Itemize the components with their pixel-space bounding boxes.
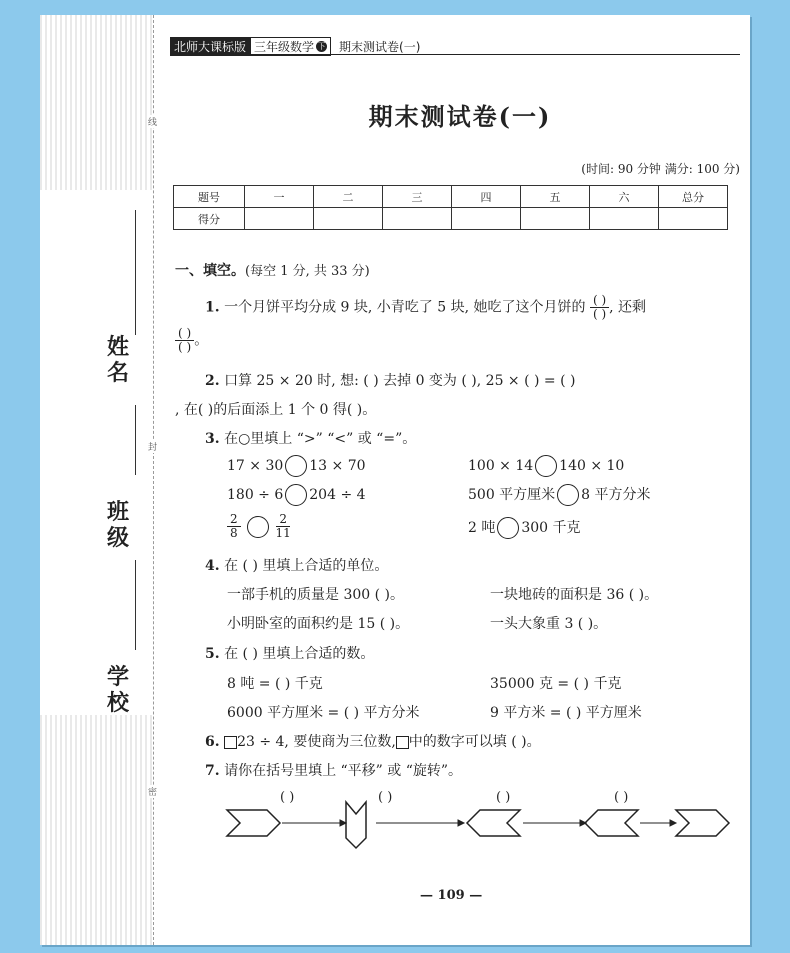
- chevron-shape-2: [346, 802, 366, 848]
- transform-blank-1[interactable]: ( ): [280, 790, 295, 805]
- name-blank-line: [135, 210, 136, 335]
- compare-e: $\frac{2}{8}$ $\frac{2}{11}$: [227, 513, 291, 540]
- transform-blank-4[interactable]: ( ): [614, 790, 629, 805]
- class-label: 班级: [106, 500, 129, 551]
- question-4b: 一块地砖的面积是 36 ( )。: [490, 587, 659, 603]
- time-info: (时间: 90 分钟 满分: 100 分): [581, 162, 740, 176]
- question-5: 5. 在 ( ) 里填上合适的数。: [205, 646, 375, 662]
- compare-circle[interactable]: [557, 484, 579, 506]
- compare-circle[interactable]: [285, 455, 307, 477]
- compare-circle[interactable]: [535, 455, 557, 477]
- binding-margin: [40, 15, 158, 945]
- question-4a: 一部手机的质量是 300 ( )。: [227, 587, 404, 603]
- question-1: 1. 一个月饼平均分成 9 块, 小青吃了 5 块, 她吃了这个月饼的 $\frac{( )}{( )}$ , 还剩: [205, 293, 647, 321]
- question-4d: 一头大象重 3 ( )。: [490, 616, 608, 632]
- compare-f: 2 吨 300 千克: [468, 517, 581, 539]
- digit-box[interactable]: [396, 736, 409, 749]
- compare-circle[interactable]: [247, 516, 269, 538]
- compare-circle[interactable]: [497, 517, 519, 539]
- question-5b: 35000 克 = ( ) 千克: [490, 676, 622, 692]
- exam-label: 期末测试卷(一): [339, 40, 421, 54]
- question-1-cont: $\frac{( )}{( )}$ 。: [175, 327, 208, 354]
- question-5d: 9 平方米 = ( ) 平方厘米: [490, 705, 642, 721]
- compare-d: 500 平方厘米 8 平方分米: [468, 484, 651, 506]
- score-table-score-row: 得分: [174, 208, 728, 230]
- answer-fraction-blank[interactable]: $\frac{( )}{( )}$: [590, 294, 609, 321]
- edition-label: 北师大课标版: [170, 37, 250, 56]
- compare-b: 100 × 14 140 × 10: [468, 455, 624, 477]
- question-4c: 小明卧室的面积约是 15 ( )。: [227, 616, 410, 632]
- name-label: 姓名: [106, 335, 129, 386]
- question-4: 4. 在 ( ) 里填上合适的单位。: [205, 558, 389, 574]
- header-rule: [170, 54, 740, 55]
- school-label: 学校: [106, 665, 129, 716]
- transform-blank-2[interactable]: ( ): [378, 790, 393, 805]
- page-number: — 109 —: [420, 888, 483, 903]
- page-title: 期末测试卷(一): [368, 102, 552, 131]
- cut-mark-mid: 封: [148, 440, 157, 453]
- question-5a: 8 吨 = ( ) 千克: [227, 676, 323, 692]
- school-blank-line: [135, 560, 136, 650]
- cut-mark-top: 线: [148, 115, 157, 128]
- chevron-shape-1: [227, 810, 280, 836]
- chevron-shape-3: [467, 810, 520, 836]
- question-2: 2. 口算 25 × 20 时, 想: ( ) 去掉 0 变为 ( ), 25 × ( ) = ( ): [205, 373, 576, 389]
- digit-box[interactable]: [224, 736, 237, 749]
- score-table: [173, 185, 728, 230]
- cut-mark-bottom: 密: [148, 785, 157, 798]
- grade-label: 三年级数学 下: [250, 37, 331, 56]
- class-blank-line: [135, 405, 136, 475]
- cut-line: [153, 15, 154, 945]
- binding-stripe-top: [40, 15, 155, 190]
- score-table-header-row: 题号 一 二 三 四 五 六 总分: [174, 186, 728, 208]
- chevron-shape-5: [676, 810, 729, 836]
- compare-circle[interactable]: [285, 484, 307, 506]
- question-2-cont: , 在( )的后面添上 1 个 0 得( )。: [175, 402, 377, 418]
- exam-paper: [40, 15, 750, 945]
- compare-c: 180 ÷ 6 204 ÷ 4: [227, 484, 366, 506]
- transform-diagram: [220, 790, 740, 850]
- question-3: 3. 在○里填上 “>” “<” 或 “=”。: [205, 431, 417, 447]
- binding-stripe-bottom: [40, 715, 155, 945]
- chevron-shape-4: [585, 810, 638, 836]
- answer-fraction-blank-2[interactable]: $\frac{( )}{( )}$: [175, 327, 194, 354]
- question-6: 6. 23 ÷ 4, 要使商为三位数, 中的数字可以填 ( )。: [205, 734, 541, 750]
- transform-blank-3[interactable]: ( ): [496, 790, 511, 805]
- question-5c: 6000 平方厘米 = ( ) 平方分米: [227, 705, 420, 721]
- question-7: 7. 请你在括号里填上 “平移” 或 “旋转”。: [205, 763, 463, 779]
- section-1-heading: 一、填空。(每空 1 分, 共 33 分): [175, 263, 370, 279]
- compare-a: 17 × 30 13 × 70: [227, 455, 366, 477]
